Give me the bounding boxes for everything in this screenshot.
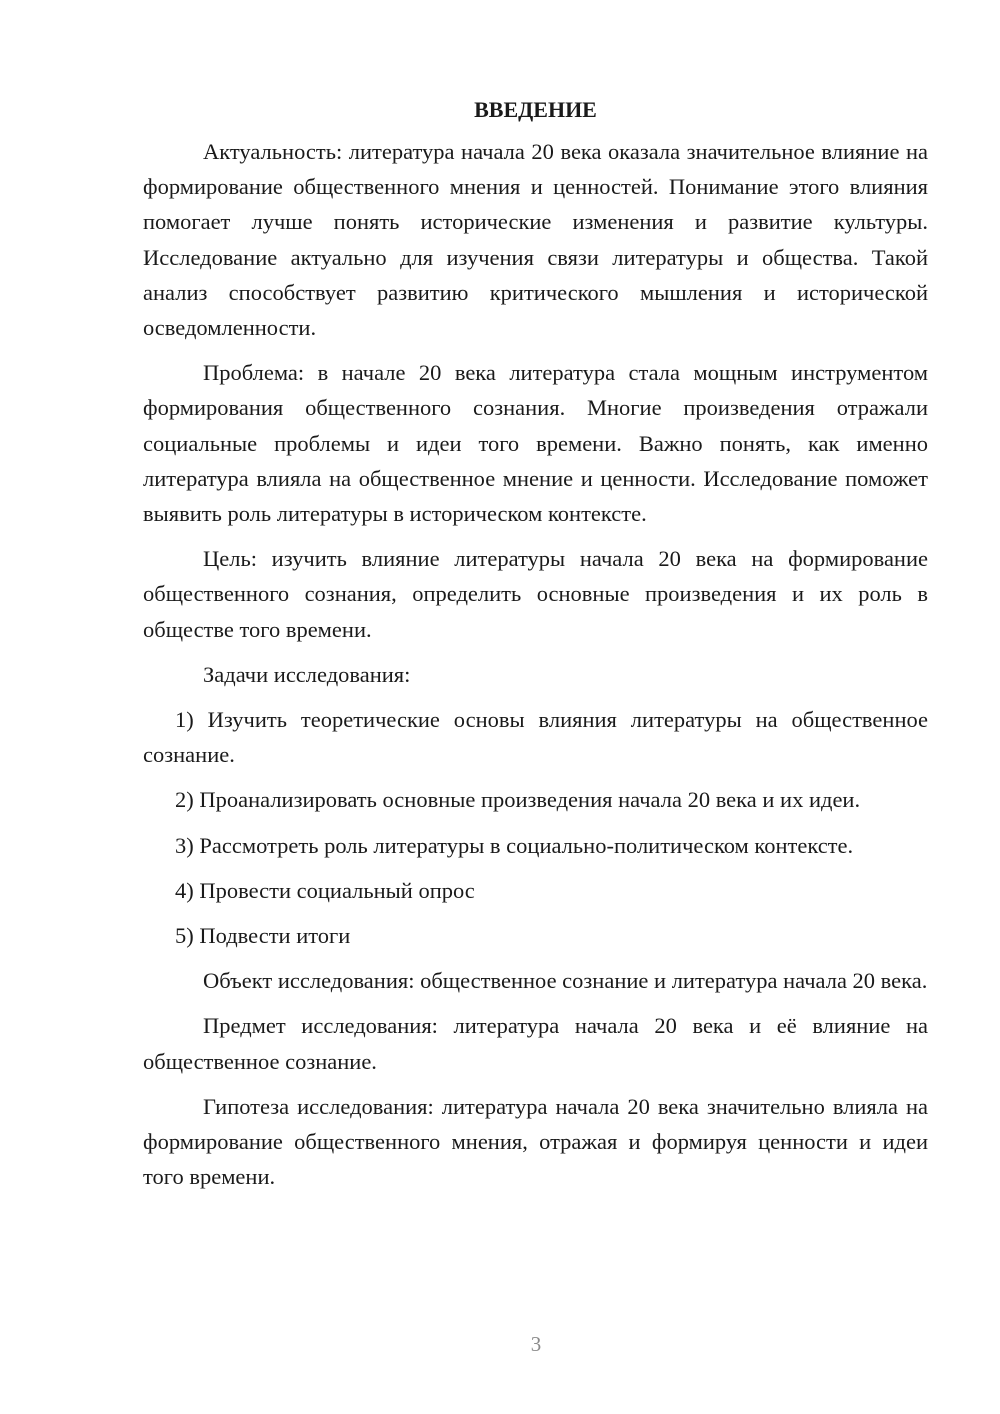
task-item: 5) Подвести итоги: [175, 923, 351, 949]
subject-paragraph: Предмет исследования: литература начала 20 века и её влияние на общественное сознание.: [143, 1013, 928, 1074]
relevance-paragraph: Актуальность: литература начала 20 века оказала значительное влияние на формирование общественного мнения и ценностей. Понимание этого влияния помогает лучше понять исторические изменения и развитие культуры. Исследование актуально для изучения связи литературы и общества. Такой анализ способствует развитию критического мышления и исторической осведомленности.: [143, 139, 928, 341]
task-item: 4) Провести социальный опрос: [175, 877, 475, 903]
hypothesis-paragraph: Гипотеза исследования: литература начала 20 века значительно влияла на формирование общественного мнения, отражая и формируя ценности и идеи того времени.: [143, 1093, 928, 1190]
task-item: 3) Рассмотреть роль литературы в социально-политическом контексте.: [175, 832, 854, 858]
page-content: [143, 92, 928, 1204]
tasks-heading-paragraph: Задачи исследования:: [203, 661, 411, 687]
problem-paragraph: Проблема: в начале 20 века литература стала мощным инструментом формирования общественного сознания. Многие произведения отражали социальные проблемы и идеи того времени. Важно понять, как именно литература влияла на общественное мнение и ценности. Исследование поможет выявить роль литературы в историческом контексте.: [143, 360, 928, 527]
task-item: 1) Изучить теоретические основы влияния литературы на общественное сознание.: [143, 707, 928, 768]
object-paragraph: Объект исследования: общественное сознание и литература начала 20 века.: [203, 968, 928, 994]
task-item: 2) Проанализировать основные произведения начала 20 века и их идеи.: [175, 787, 861, 813]
goal-paragraph: Цель: изучить влияние литературы начала 20 века на формирование общественного сознания, определить основные произведения и их роль в обществе того времени.: [143, 546, 928, 642]
section-heading: ВВЕДЕНИЕ: [474, 97, 597, 122]
page-number: 3: [530, 1332, 542, 1356]
